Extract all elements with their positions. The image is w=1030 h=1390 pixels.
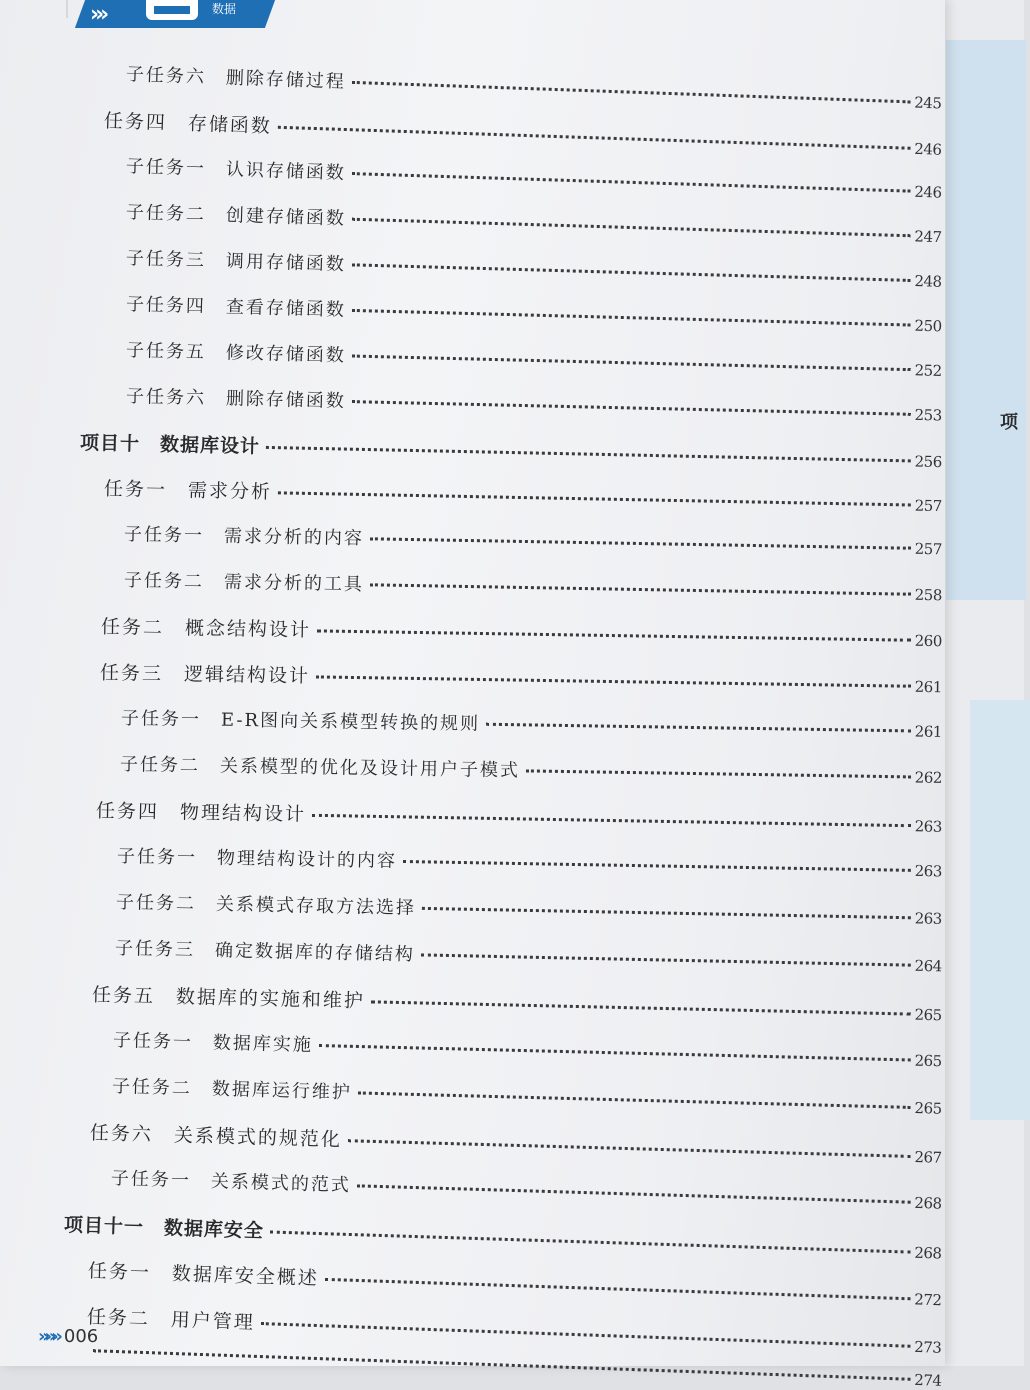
toc-entry-title: 子任务四 查看存储函数 bbox=[125, 294, 347, 321]
toc-entry bbox=[104, 106, 942, 161]
toc-entry-title: 子任务二 关系模型的优化及设计用户子模式 bbox=[119, 754, 521, 782]
toc-entry-page: 260 bbox=[914, 631, 942, 651]
toc-entry-title: 任务三 逻辑结构设计 bbox=[99, 662, 311, 688]
header-chevron-icon: ››› bbox=[90, 2, 106, 27]
toc-entry bbox=[116, 888, 942, 930]
toc-entry bbox=[126, 244, 942, 293]
toc-entry-page: 272 bbox=[914, 1290, 942, 1310]
toc-leader-dots bbox=[371, 999, 911, 1015]
toc-entry-title: 子任务二 关系模式存取方法选择 bbox=[115, 892, 417, 919]
toc-leader-dots bbox=[370, 536, 911, 549]
toc-entry-title: 项目十一 数据库安全 bbox=[63, 1214, 265, 1243]
toc-entry-page: 246 bbox=[914, 182, 942, 202]
toc-entry-title: 子任务二 需求分析的工具 bbox=[123, 570, 365, 596]
toc-entry bbox=[126, 336, 942, 382]
toc-leader-dots bbox=[266, 445, 911, 463]
toc-entry-page: 264 bbox=[914, 956, 942, 976]
toc-leader-dots bbox=[352, 399, 911, 416]
toc-entry bbox=[64, 1210, 942, 1265]
toc-entry-title: 子任务一 物理结构设计的内容 bbox=[116, 846, 398, 872]
toc-entry-page: 250 bbox=[914, 316, 942, 336]
toc-entry bbox=[117, 842, 942, 882]
toc-entry bbox=[124, 566, 942, 606]
toc-leader-dots bbox=[352, 354, 911, 372]
toc-entry-title: 任务六 关系模式的规范化 bbox=[89, 1122, 343, 1152]
toc-leader-dots bbox=[352, 262, 911, 282]
toc-entry-title: 任务二 用户管理 bbox=[86, 1306, 256, 1334]
toc-entry-title: 任务一 数据库安全概述 bbox=[87, 1260, 320, 1290]
toc-leader-dots bbox=[370, 582, 911, 595]
toc-leader-dots bbox=[403, 859, 911, 872]
toc-entry-page: 261 bbox=[914, 677, 942, 697]
toc-entry-title: 任务四 物理结构设计 bbox=[95, 800, 307, 826]
toc-leader-dots bbox=[352, 80, 911, 104]
toc-entry bbox=[112, 1072, 942, 1120]
header-section-hint: 数据 bbox=[212, 2, 237, 16]
toc-entry-page: 256 bbox=[914, 452, 942, 472]
toc-leader-dots bbox=[352, 171, 911, 193]
toc-entry-page: 268 bbox=[914, 1243, 942, 1263]
toc-entry-page: 245 bbox=[913, 93, 942, 113]
toc-entry-title: 子任务一 关系模式的范式 bbox=[110, 1168, 352, 1197]
header-logo-box bbox=[146, 0, 198, 20]
toc-entry bbox=[88, 1256, 942, 1311]
toc-leader-dots bbox=[526, 768, 911, 778]
toc-leader-dots bbox=[319, 1043, 911, 1061]
toc-entry bbox=[80, 428, 942, 473]
toc-entry bbox=[92, 980, 942, 1026]
facing-page-edge-text: 项 bbox=[1000, 412, 1018, 433]
toc-entry bbox=[126, 382, 942, 427]
toc-entry bbox=[120, 750, 942, 789]
toc-entry-title: 子任务一 需求分析的内容 bbox=[123, 524, 365, 550]
toc-entry-page: 257 bbox=[914, 496, 942, 516]
toc-entry-title: 子任务二 数据库运行维护 bbox=[111, 1076, 353, 1104]
toc-entry bbox=[121, 704, 942, 743]
footer-chevron-icon: »»» bbox=[38, 1326, 58, 1347]
toc-leader-dots bbox=[325, 1277, 911, 1300]
toc-entry-page: 246 bbox=[914, 139, 942, 159]
toc-leader-dots bbox=[358, 1090, 911, 1108]
toc-entry-title: 子任务五 修改存储函数 bbox=[125, 340, 347, 367]
toc-entry-page: 253 bbox=[914, 405, 942, 425]
toc-entry-page: 263 bbox=[914, 909, 942, 928]
toc-leader-dots bbox=[348, 1138, 911, 1158]
toc-entry-page: 262 bbox=[914, 768, 943, 787]
page-number: 006 bbox=[63, 1326, 99, 1347]
toc-entry-page: 263 bbox=[914, 817, 942, 836]
toc-leader-dots bbox=[278, 490, 911, 506]
toc-entry bbox=[126, 60, 942, 114]
toc-entry-title: 任务五 数据库的实施和维护 bbox=[91, 984, 366, 1013]
facing-page-band-lower bbox=[970, 700, 1030, 1120]
toc-entry-title: 项目十 数据库设计 bbox=[79, 432, 261, 458]
toc-entry-page: 252 bbox=[914, 361, 942, 380]
toc-leader-dots bbox=[270, 1229, 911, 1253]
page-corner-mark bbox=[36, 0, 68, 18]
toc-entry bbox=[126, 290, 942, 337]
toc-entry bbox=[126, 198, 942, 248]
toc-entry bbox=[124, 520, 942, 560]
toc-entry-title: 子任务一 认识存储函数 bbox=[125, 156, 347, 184]
toc-entry-page: 263 bbox=[914, 861, 942, 881]
toc-entry bbox=[111, 1164, 942, 1215]
toc-leader-dots bbox=[317, 628, 911, 641]
facing-page-band bbox=[946, 40, 1026, 600]
toc-entry bbox=[96, 796, 942, 838]
toc-entry-page: 268 bbox=[914, 1193, 942, 1213]
toc-entry-page: 265 bbox=[914, 1005, 942, 1025]
toc-entry-title: 子任务三 确定数据库的存储结构 bbox=[114, 938, 416, 966]
toc-entry bbox=[115, 934, 942, 977]
toc-entry-title: 任务四 存储函数 bbox=[103, 110, 273, 138]
page-footer bbox=[38, 1326, 98, 1347]
toc-leader-dots bbox=[261, 1321, 911, 1348]
toc-leader-dots bbox=[357, 1183, 911, 1203]
toc-entry-title: 任务一 需求分析 bbox=[103, 478, 273, 504]
toc-entry bbox=[126, 152, 942, 204]
toc-entry-page: 248 bbox=[914, 272, 942, 291]
toc-leader-dots bbox=[312, 813, 911, 827]
toc-entry-title: 子任务三 调用存储函数 bbox=[125, 248, 347, 276]
toc-entry-page: 265 bbox=[914, 1099, 942, 1118]
toc-entry-title: 任务二 概念结构设计 bbox=[100, 616, 312, 642]
toc-leader-dots bbox=[352, 308, 911, 327]
toc-entry-page: 267 bbox=[914, 1148, 942, 1167]
toc-entry bbox=[90, 1118, 942, 1169]
toc-entry-title: 子任务六 删除存储过程 bbox=[125, 64, 347, 93]
toc-leader-dots bbox=[421, 952, 911, 966]
toc-leader-dots bbox=[352, 217, 911, 238]
toc-entry bbox=[101, 612, 942, 652]
toc-entry-title: 子任务六 删除存储函数 bbox=[125, 386, 347, 412]
toc-entry-page: 261 bbox=[914, 722, 943, 741]
toc-entry-page: 247 bbox=[914, 227, 942, 247]
toc-entry bbox=[104, 474, 942, 517]
toc-entry-page: 274 bbox=[914, 1370, 942, 1390]
toc-entry-title: 子任务二 创建存储函数 bbox=[125, 202, 347, 230]
toc-leader-dots bbox=[278, 125, 911, 150]
toc-entry-page: 265 bbox=[914, 1051, 942, 1071]
toc-entry-page: 258 bbox=[914, 585, 942, 605]
toc-entry-page: 257 bbox=[914, 539, 942, 559]
toc-entry bbox=[113, 1026, 942, 1072]
toc-leader-dots bbox=[316, 674, 911, 687]
toc-entry bbox=[100, 658, 942, 698]
toc-leader-dots bbox=[486, 722, 911, 733]
toc-entry-title: 子任务一 数据库实施 bbox=[112, 1030, 314, 1056]
toc-entry-page: 273 bbox=[913, 1337, 942, 1357]
toc-leader-dots bbox=[422, 906, 911, 919]
toc-entry-title: 子任务一 E-R图向关系模型转换的规则 bbox=[120, 708, 481, 735]
